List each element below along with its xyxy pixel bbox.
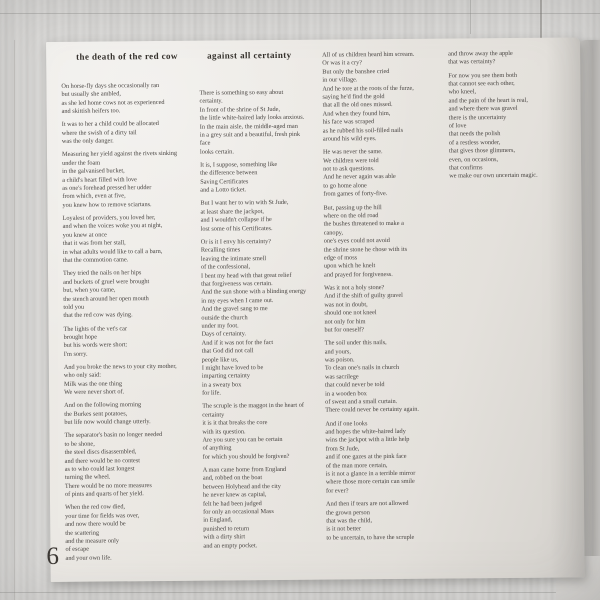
poem-title-against-all-certainty: against all certainty <box>207 49 292 61</box>
poem-stanza: They tried the nails on her hips and buckets of gruel were brought but, when you came, the stench around her open mouth told you that the red cow was dying. <box>62 269 150 320</box>
poem-stanza: But I want her to win with St Jude, at least share the jackpot, and I wouldn't collapse if he lost some of his Certificates. <box>200 199 289 233</box>
poem-stanza: The soil under this nails, and yours, was poison. To clean one's nails in church was sacrilege that could never be told in a wooden box of sweat and a small curtain. There could never be certainty again. <box>324 339 419 415</box>
poem-stanza: And on the following morning the Burkes sent potatoes, but life now would change utterly. <box>64 401 151 427</box>
poem-stanza: He was never the same. We children were told not to ask questions. And he never again was able to go home alone from games of forty-five. <box>322 148 396 198</box>
poem-stanza: It is, I suppose, something like the difference between Saving Certificates and a Lotto ticket. <box>200 161 278 194</box>
wood-plank-seam <box>14 40 15 600</box>
poem-stanza: But, passing up the hill where on the old road the bushes threatened to make a canopy, one's eyes could not avoid the shrine stone he chose with its edge of moss upon which he knelt and prayed for forgiveness. <box>323 203 408 279</box>
book-page <box>46 37 585 582</box>
poem-column-2 <box>199 88 339 555</box>
wood-plank-seam <box>540 0 542 40</box>
poem-stanza: The lights of the vet's car brought hope but his words were short: I'm sorry. <box>63 324 128 358</box>
wood-plank-seam <box>470 0 471 34</box>
poem-stanza: The scruple is the maggot in the heart of certainty it is it that breaks the core with its question. Are you sure you can be certain of anything for which you should be forgiven? <box>202 402 304 461</box>
poem-stanza: There is something so easy about certainty. In front of the shrine of St Jude, the little white-haired lady looks anxious. In the main aisle, the middle-aged man in a grey suit and a beautiful, fresh pink face looks certain. <box>199 88 305 156</box>
poem-stanza: All of us children heard him scream. Or was it a cry? But only the banshee cried in our village. And he tore at the roots of the furze, saying he'd find the gold that all the old ones missed. And when they found him, his face was scraped as he rubbed his soil-filled nails around his wild eyes. <box>322 50 415 143</box>
page-number: 6 <box>46 542 60 571</box>
poem-stanza: Or is it I envy his certainty? Recalling times leaving the intimate smell of the confessional, I bent my head with that great relief that forgiveness was certain. And the sun shone with a blinding energy in my eyes when I came out. And the gravel sang to me outside the church under my foot. Days of certainty. And if it was not for the fact that God did not call people like us, I might have loved to be imparting certainty in a sweaty box for life. <box>200 237 307 397</box>
poem-column-4 <box>448 49 585 186</box>
poem-stanza: On horse-fly days she occasionally ran but usually she ambled, as she led home cows not as experienced and skittish heifers too. <box>61 82 165 116</box>
wood-plank-seam <box>0 592 600 593</box>
poem-title-death-of-the-red-cow: the death of the red cow <box>76 50 178 62</box>
poem-stanza: It was to her a child could be allocated where the swish of a dirty tail was the only danger. <box>61 120 159 146</box>
poem-column-3 <box>322 50 462 547</box>
poem-stanza: A man came home from England and, robbed on the boat between Holyhead and the city he never knew as capital, felt he had been judged for only an occasional Mass in England, punished to return with a dirty shirt and an empty pocket. <box>202 465 287 550</box>
poem-stanza: The separator's basin no longer needed to be shone, the steel discs disassembled, and there would be no contest as to who could last longest turning the wheel. There would be no more measures of pints and quarts of her yield. <box>64 431 163 499</box>
poem-stanza: And you broke the news to your city mother, who only said: Milk was the one thing We were never short of. <box>63 362 177 397</box>
poem-column-1 <box>61 82 201 568</box>
poem-stanza: When the red cow died, your time for fields was over, and now there would be the scattering and the measure only of escape and your own life. <box>65 503 140 562</box>
wood-plank-seam <box>0 13 600 14</box>
poem-stanza: And if one looks and hopes the white-haired lady wins the jackpot with a little help from St Jude, and if one gazes at the pink face of the man more certain, is it not a glance in a terrible mirror where those more certain can smile for ever? <box>325 419 416 495</box>
poem-stanza: For now you see them both that cannot see each other, who kneel, and the pain of the heart is real, and where there was gravel there is the uncertainty of love that needs the polish of a restless wonder, that gives those glimmers, even, on occasions, that confirms we make our own uncertain magic. <box>448 71 538 180</box>
poem-stanza: Loyalest of providers, you loved her, and when the voices woke you at night, you knew at once that it was from her stall, in what adults would like to call a barn, that the commotion came. <box>62 214 163 264</box>
poem-stanza: and throw away the apple that was certainty? <box>448 49 513 66</box>
poem-stanza: And then if tears are not allowed the grown person that was the child, is it not better to be uncertain, to have the scruple <box>326 499 415 542</box>
poem-stanza: Was it not a holy stone? And if the shift of guilty gravel was not in doubt, should one not kneel not only for him but for oneself? <box>324 284 403 334</box>
poem-stanza: Measuring her yield against the rivets sinking under the foam in the galvanised bucket, a child's heart filled with love as one's forehead pressed her udder from which, even at five, you knew how to remove sciartans. <box>61 150 178 209</box>
